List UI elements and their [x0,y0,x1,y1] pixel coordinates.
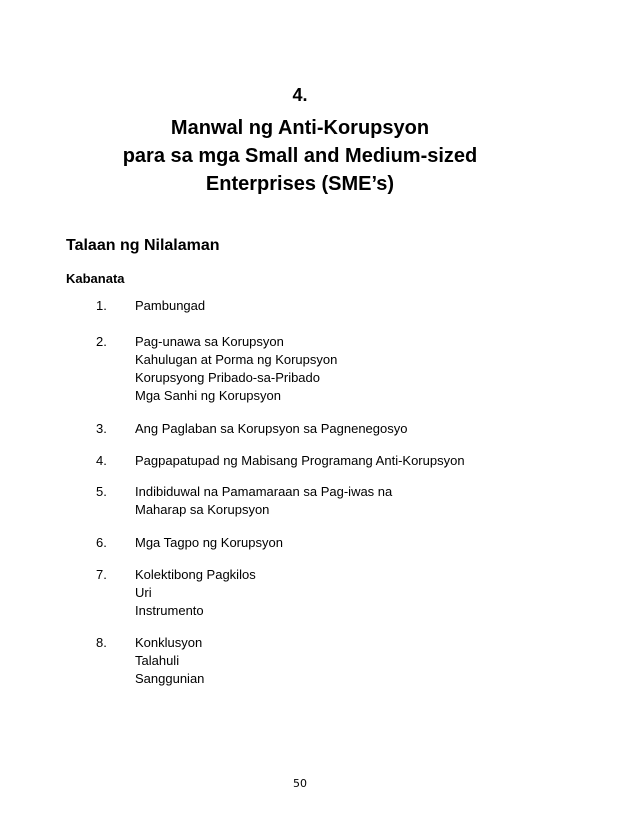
toc-line: Konklusyon [135,635,203,650]
toc-line: Talahuli [135,653,180,668]
toc-line: Maharap sa Korupsyon [135,502,270,517]
toc-line: Pag-unawa sa Korupsyon [135,334,284,349]
toc-item-text [135,452,465,470]
title-line: Enterprises (SME’s) [205,173,395,195]
toc-item-text [135,297,205,315]
toc-line: Pagpapatupad ng Mabisang Programang Anti-Korupsyon [135,453,465,468]
toc-line: Instrumento [135,603,204,618]
toc-line: Sanggunian [135,671,205,686]
toc-line: Indibiduwal na Pamamaraan sa Pag-iwas na [135,484,393,499]
toc-line: Mga Tagpo ng Korupsyon [135,535,283,550]
toc-item-number: 4. [96,453,107,468]
toc-item-text [135,566,256,620]
toc-line: Ang Paglaban sa Korupsyon sa Pagnenegosyo [135,421,408,436]
toc-item-number: 1. [96,298,107,313]
title-line: Manwal ng Anti-Korupsyon [170,117,430,139]
toc-item-number: 3. [96,421,107,436]
toc-heading: Talaan ng Nilalaman [66,237,220,254]
chapter-number: 4. [292,85,308,105]
toc-line: Pambungad [135,298,206,313]
toc-item-number: 6. [96,535,107,550]
toc-item-number: 8. [96,635,107,650]
toc-item-text [135,483,392,519]
toc-line: Kahulugan at Porma ng Korupsyon [135,352,338,367]
toc-item-text [135,333,337,405]
chapter-label: Kabanata [66,271,125,286]
toc-item-number: 5. [96,484,107,499]
toc-item-number: 2. [96,334,107,349]
toc-item-text [135,634,204,688]
toc-line: Uri [135,585,152,600]
toc-item-text [135,420,407,438]
toc-item-text [135,534,283,552]
toc-line: Kolektibong Pagkilos [135,567,256,582]
page-number: 50 [293,777,307,790]
title-line: para sa mga Small and Medium-sized [122,145,478,167]
toc-line: Korupsyong Pribado-sa-Pribado [135,370,320,385]
toc-item-number: 7. [96,567,107,582]
toc-line: Mga Sanhi ng Korupsyon [135,388,281,403]
